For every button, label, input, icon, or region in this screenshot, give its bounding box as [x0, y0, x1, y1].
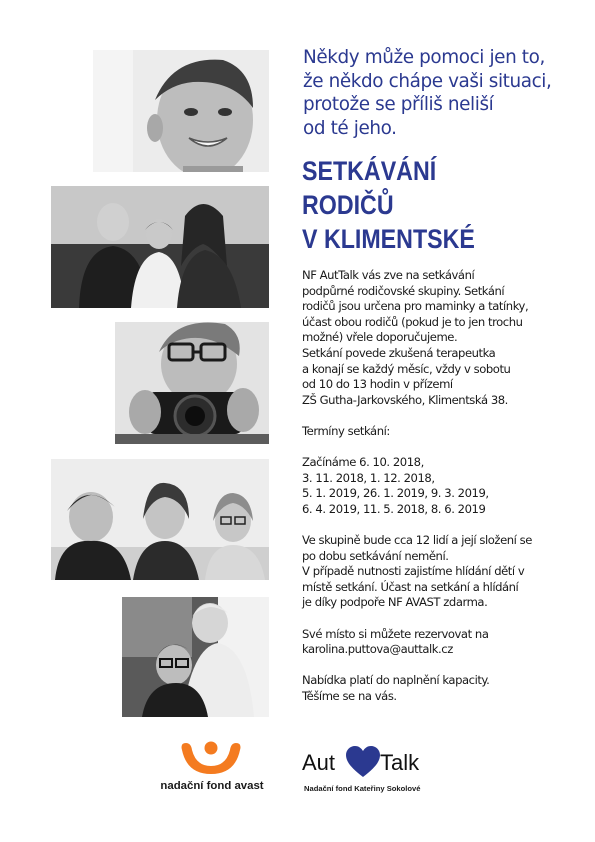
reserve-email: karolina.puttova@auttalk.cz: [302, 642, 453, 657]
quote-line: Někdy může pomoci jen to,: [303, 47, 545, 68]
terms-line: Začínáme 6. 10. 2018,: [302, 455, 424, 470]
photo-boy-smiling: [93, 50, 269, 172]
title-line: V KLIMENTSKÉ: [302, 224, 475, 254]
logo-nadacni-fond-avast: [150, 740, 274, 796]
closing-line: Nabídka platí do naplnění kapacity.: [302, 673, 490, 688]
quote-line: že někdo chápe vaši situaci,: [303, 70, 552, 92]
body-text: [302, 268, 564, 705]
reserve-line: Své místo si můžete rezervovat na: [302, 626, 489, 641]
group-line: Ve skupině bude cca 12 lidí a její složení se: [302, 533, 532, 548]
closing-line: Těšíme se na vás.: [302, 689, 397, 704]
intro-line: ZŠ Gutha-Jarkovského, Klimentská 38.: [302, 392, 508, 407]
auttalk-word-left: Aut: [302, 750, 336, 775]
group-line: po dobu setkávání nemění.: [302, 548, 449, 563]
title-line: RODIČŮ: [302, 190, 394, 220]
intro-line: NF AutTalk vás zve na setkávání: [302, 268, 475, 282]
quote-line: protože se příliš neliší: [303, 94, 494, 115]
terms-line: 6. 4. 2019, 11. 5. 2018, 8. 6. 2019: [302, 501, 486, 516]
intro-quote: [303, 46, 563, 140]
intro-line: možné) vřele doporučujeme.: [302, 330, 458, 345]
terms-line: 5. 1. 2019, 26. 1. 2019, 9. 3. 2019,: [302, 486, 489, 501]
intro-line: Setkání povede zkušená terapeutka: [302, 345, 496, 360]
avast-figure-icon: [178, 740, 244, 776]
auttalk-subtitle: Nadační fond Kateřiny Sokolové: [304, 784, 421, 793]
photo-family-on-sofa: [51, 186, 269, 308]
terms-line: 3. 11. 2018, 1. 12. 2018,: [302, 470, 435, 485]
photo-mother-and-son: [122, 597, 269, 717]
group-line: místě setkání. Účast na setkání a hlídání: [302, 579, 519, 594]
title-line: SETKÁVÁNÍ: [302, 156, 437, 186]
intro-line: od 10 do 13 hodin v přízemí: [302, 377, 453, 392]
group-line: V případě nutnosti zajistíme hlídání dětí v: [302, 564, 525, 579]
logo-auttalk: [302, 744, 442, 796]
photo-three-kids-lying: [51, 459, 269, 580]
intro-line: a konají se každý měsíc, vždy v sobotu: [302, 361, 511, 376]
intro-line: podpůrné rodičovské skupiny. Setkání: [302, 283, 505, 298]
intro-line: účast obou rodičů (pokud je to jen trochu: [302, 314, 523, 329]
intro-line: rodičů jsou určena pro maminky a tatínky,: [302, 299, 529, 314]
photo-boy-with-camera: [115, 322, 269, 444]
group-line: je díky podpoře NF AVAST zdarma.: [302, 595, 488, 610]
auttalk-word-right: Talk: [380, 750, 420, 775]
page-title: [302, 154, 562, 256]
terms-heading: Termíny setkání:: [302, 423, 390, 438]
heart-icon: [346, 746, 380, 778]
quote-line: od té jeho.: [303, 117, 397, 139]
avast-name: nadační fond avast: [160, 780, 264, 792]
